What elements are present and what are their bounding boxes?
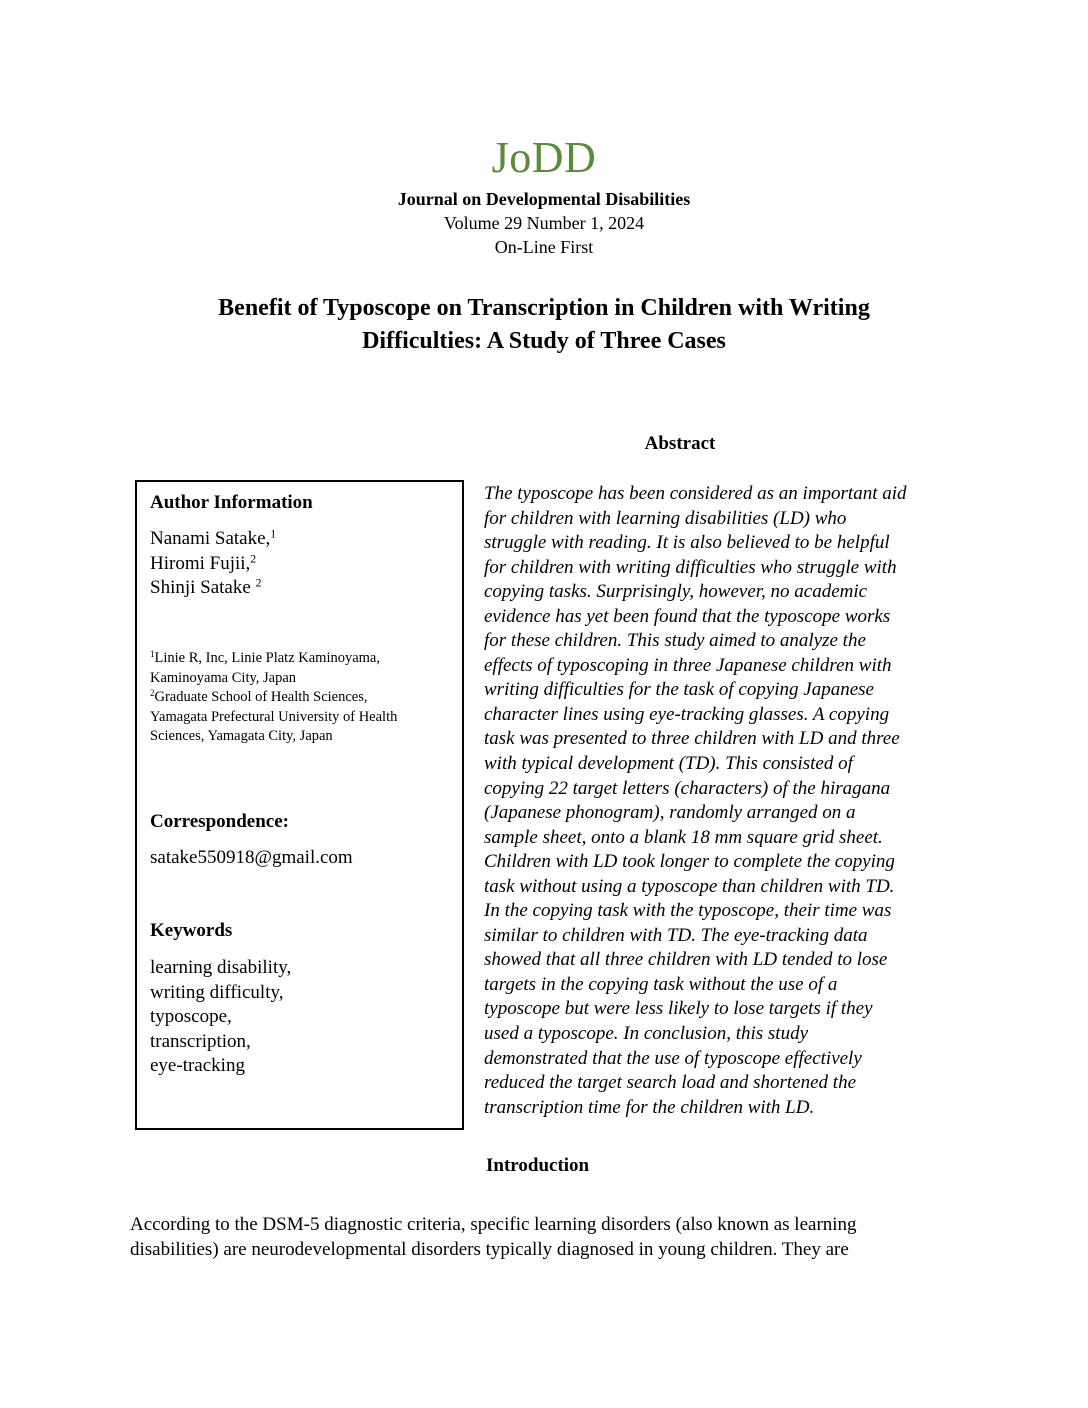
affiliation-list: [150, 649, 455, 747]
journal-status: On-Line First: [494, 237, 594, 257]
abstract-line: targets in the copying task without the use of a: [484, 973, 838, 995]
introduction-line: According to the DSM-5 diagnostic criteria, specific learning disorders (also known as learning: [130, 1214, 857, 1235]
keyword: eye-tracking: [150, 1055, 245, 1076]
introduction-line: disabilities) are neurodevelopmental disorders typically diagnosed in young children. They are: [130, 1238, 849, 1260]
author-name: Hiromi Fujii,$^2$: [150, 552, 257, 574]
affiliation: $^1$Linie R, Inc, Linie Platz Kaminoyama,: [150, 649, 380, 666]
keywords-heading: Keywords: [150, 920, 233, 941]
affiliation-line: Yamagata Prefectural University of Health: [150, 708, 398, 725]
abstract-line: task without using a typoscope than children with TD.: [484, 875, 895, 897]
abstract-line: evidence has yet been found that the typoscope works: [484, 605, 891, 627]
journal-logo: JoDD: [491, 133, 597, 182]
abstract-line: Children with LD took longer to complete the copying: [484, 851, 895, 873]
abstract-line: (Japanese phonogram), randomly arranged on a: [484, 802, 856, 824]
introduction-body: [130, 1213, 960, 1262]
abstract-line: with typical development (TD). This consisted of: [484, 753, 853, 775]
abstract-line: task was presented to three children with LD and three: [484, 728, 900, 750]
abstract-line: reduced the target search load and shortened the: [484, 1072, 857, 1094]
abstract-line: writing difficulties for the task of copying Japanese: [484, 679, 874, 701]
abstract-line: demonstrated that the use of typoscope effectively: [484, 1047, 862, 1069]
paper-title-line: Difficulties: A Study of Three Cases: [362, 328, 726, 354]
abstract-body: [484, 482, 974, 1120]
keyword: typoscope,: [150, 1006, 232, 1027]
abstract-line: The typoscope has been considered as an important aid: [484, 483, 907, 504]
abstract-line: typoscope but were less likely to lose targets if they: [484, 998, 873, 1020]
abstract-line: effects of typoscoping in three Japanese children with: [484, 654, 892, 676]
author-info-box: [135, 480, 464, 1130]
keyword-list: [150, 956, 291, 1079]
journal-header: [0, 187, 1088, 259]
journal-name: Journal on Developmental Disabilities: [397, 189, 691, 209]
abstract-line: copying 22 target letters (characters) of the hiragana: [484, 777, 891, 799]
keyword: learning disability,: [150, 957, 292, 978]
author-info-heading: Author Information: [150, 492, 313, 513]
abstract-line: copying tasks. Surprisingly, however, no academic: [484, 581, 868, 603]
author-name: Nanami Satake,$^1$: [150, 527, 277, 549]
abstract-line: similar to children with TD. The eye-tracking data: [484, 924, 868, 946]
abstract-line: In the copying task with the typoscope, their time was: [484, 900, 892, 922]
abstract-line: showed that all three children with LD tended to lose: [484, 949, 888, 971]
correspondence-heading: Correspondence:: [150, 811, 289, 832]
abstract-line: for children with writing difficulties who struggle with: [484, 556, 897, 578]
author-name: Shinji Satake $^2$: [150, 576, 262, 598]
abstract-line: sample sheet, onto a blank 18 mm square grid sheet.: [484, 826, 883, 848]
abstract-line: for children with learning disabilities (LD) who: [484, 507, 847, 529]
affiliation-line: Sciences, Yamagata City, Japan: [150, 728, 333, 744]
author-list: [150, 527, 276, 601]
abstract-line: struggle with reading. It is also believed to be helpful: [484, 532, 890, 554]
introduction-heading: Introduction: [486, 1155, 590, 1176]
abstract-line: for these children. This study aimed to analyze the: [484, 630, 866, 652]
keyword: writing difficulty,: [150, 981, 284, 1003]
abstract-line: used a typoscope. In conclusion, this study: [484, 1023, 809, 1045]
abstract-line: transcription time for the children with LD.: [484, 1096, 815, 1118]
affiliation: $^2$Graduate School of Health Sciences,: [150, 688, 368, 705]
affiliation-line: Kaminoyama City, Japan: [150, 669, 297, 686]
paper-title: [140, 292, 948, 358]
abstract-line: character lines using eye-tracking glasses. A copying: [484, 703, 890, 725]
keyword: transcription,: [150, 1030, 251, 1052]
correspondence-email[interactable]: satake550918@gmail.com: [150, 847, 353, 868]
paper-title-line: Benefit of Typoscope on Transcription in Children with Writing: [218, 295, 870, 321]
abstract-heading: Abstract: [644, 433, 716, 454]
journal-volume: Volume 29 Number 1, 2024: [443, 213, 645, 233]
